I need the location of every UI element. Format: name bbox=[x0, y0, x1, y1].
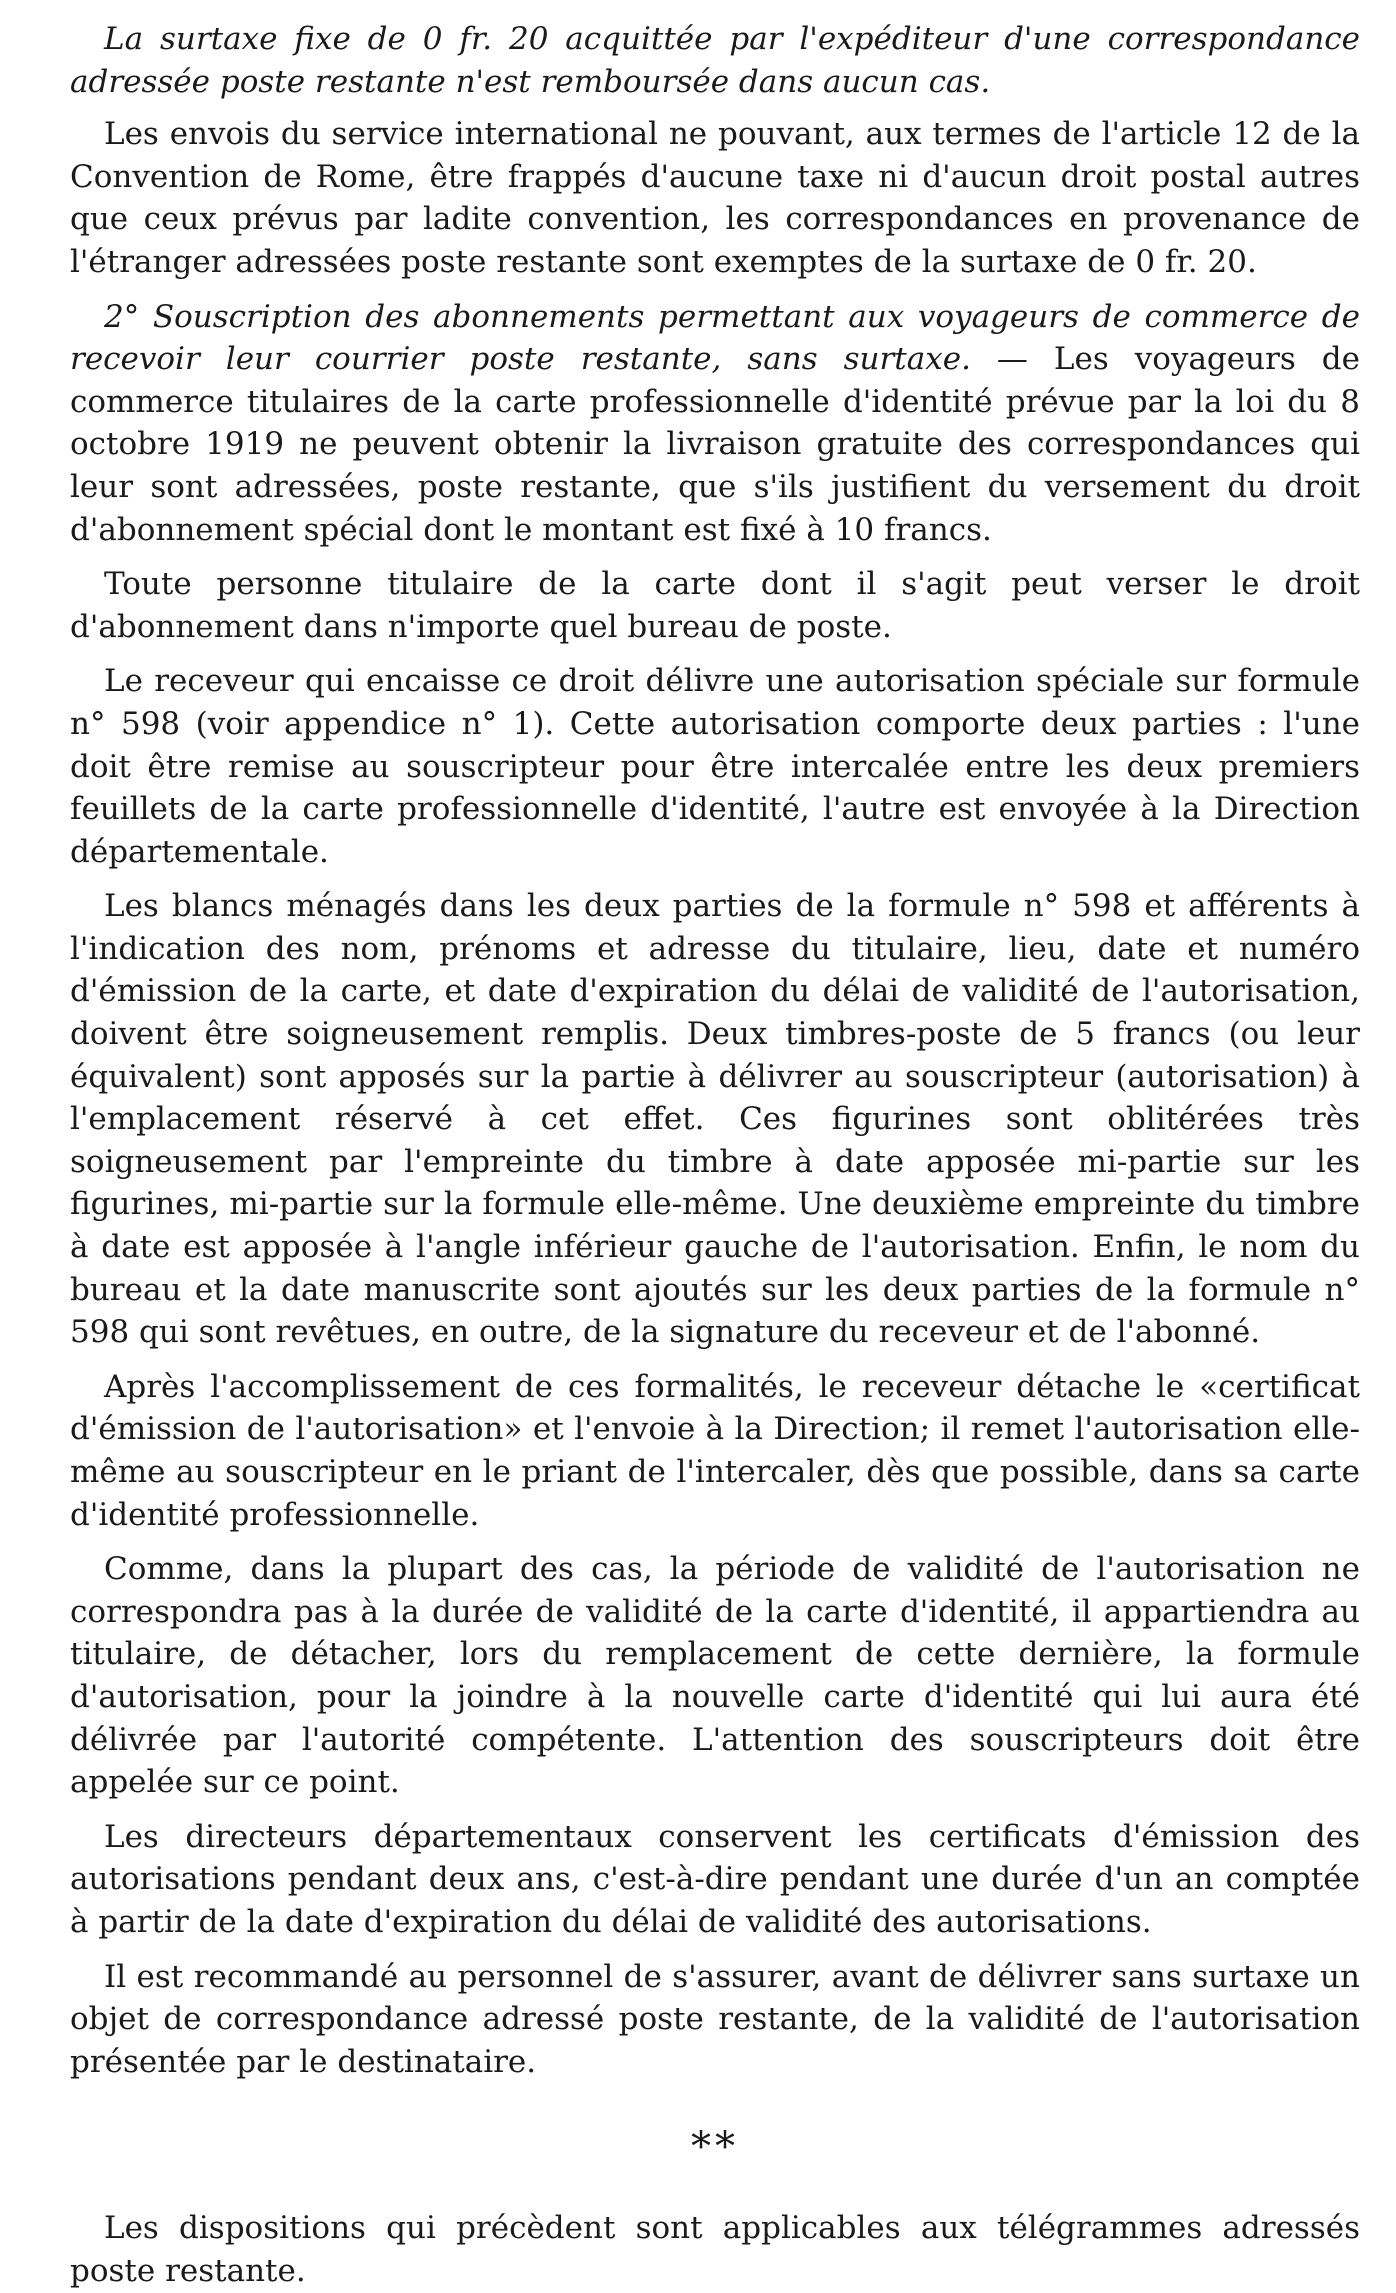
document-page bbox=[70, 18, 1360, 2293]
paragraph-directeurs: Les directeurs départementaux conservent les certificats d'émission des autorisations pendant deux ans, c'est-à-dire pendant une durée d'un an comptée à partir de la date d'expiration du délai de validité des autorisations. bbox=[70, 1818, 1360, 1940]
paragraph-blancs: Les blancs ménagés dans les deux parties de la formule n° 598 et afférents à l'indication des nom, prénoms et adresse du titulaire, lieu, date et numéro d'émission de la carte, et date d'expiration du délai de validité de l'autorisation, doivent être soigneusement remplis. Deux timbres-poste de 5 francs (ou leur équivalent) sont apposés sur la partie à délivrer au souscripteur (autorisation) à l'emplacement réservé à cet effet. Ces figurines sont oblitérées très soigneusement par l'empreinte du timbre à date apposée mi-partie sur les figurines, mi-partie sur la formule elle-même. Une deuxième empreinte du timbre à date est apposée à l'angle inférieur gauche de l'autorisation. Enfin, le nom du bureau et la date manuscrite sont ajoutés sur les deux parties de la formule n° 598 qui sont revêtues, en outre, de la signature du receveur et de l'abonné. bbox=[70, 888, 1360, 1351]
paragraph-recommande: Il est recommandé au personnel de s'assurer, avant de délivrer sans surtaxe un objet de correspondance adressé poste restante, de la validité de l'autorisation présentée par le destinataire. bbox=[70, 1958, 1360, 2080]
paragraph-abonnement: Toute personne titulaire de la carte dont il s'agit peut verser le droit d'abonnement dans n'importe quel bureau de poste. bbox=[70, 566, 1360, 645]
section-2-body: — Les voyageurs de commerce titulaires de la carte professionnelle d'identité prévue par la loi du 8 octobre 1919 ne peuvent obtenir la livraison gratuite des correspondances qui leur sont adressées, poste restante, que s'ils justifient du versement du droit d'abonnement spécial dont le montant est fixé à 10 francs. bbox=[70, 341, 1360, 548]
italic-note: La surtaxe fixe de 0 fr. 20 acquittée par l'expéditeur d'une correspondance adressée poste restante n'est remboursée dans aucun cas. bbox=[70, 21, 1360, 100]
paragraph-international: Les envois du service international ne pouvant, aux termes de l'article 12 de la Convention de Rome, être frappés d'aucune taxe ni d'aucun droit postal autres que ceux prévus par ladite convention, les correspondances en provenance de l'étranger adressées poste restante sont exemptes de la surtaxe de 0 fr. 20. bbox=[70, 116, 1360, 280]
paragraph-formalites: Après l'accomplissement de ces formalités, le receveur détache le «certificat d'émission de l'autorisation» et l'envoie à la Direction; il remet l'autorisation elle-même au souscripteur en le priant de l'intercaler, dès que possible, dans sa carte d'identité professionnelle. bbox=[70, 1368, 1360, 1533]
paragraph-validite: Comme, dans la plupart des cas, la période de validité de l'autorisation ne correspondra pas à la durée de validité de la carte d'identité, il appartiendra au titulaire, de détacher, lors du remplacement de cette dernière, la formule d'autorisation, pour la joindre à la nouvelle carte d'identité qui lui aura été délivrée par l'autorité compétente. L'attention des souscripteurs doit être appelée sur ce point. bbox=[70, 1551, 1360, 1801]
section-2-heading: 2° Souscription des abonnements permettant aux voyageurs de commerce de recevoir leur courrier poste restante, sans surtaxe. bbox=[70, 298, 1360, 378]
paragraph-receveur: Le receveur qui encaisse ce droit délivre une autorisation spéciale sur formule n° 598 (voir appendice n° 1). Cette autorisation comporte deux parties : l'une doit être remise au souscripteur pour être intercalée entre les deux premiers feuillets de la carte professionnelle d'identité, l'autre est envoyée à la Direction départementale. bbox=[70, 663, 1360, 870]
asterism-separator: ** bbox=[691, 2124, 739, 2171]
section-2-paragraph bbox=[70, 296, 1360, 552]
paragraph-final: Les dispositions qui précèdent sont applicables aux télégrammes adressés poste restante. bbox=[70, 2210, 1360, 2289]
